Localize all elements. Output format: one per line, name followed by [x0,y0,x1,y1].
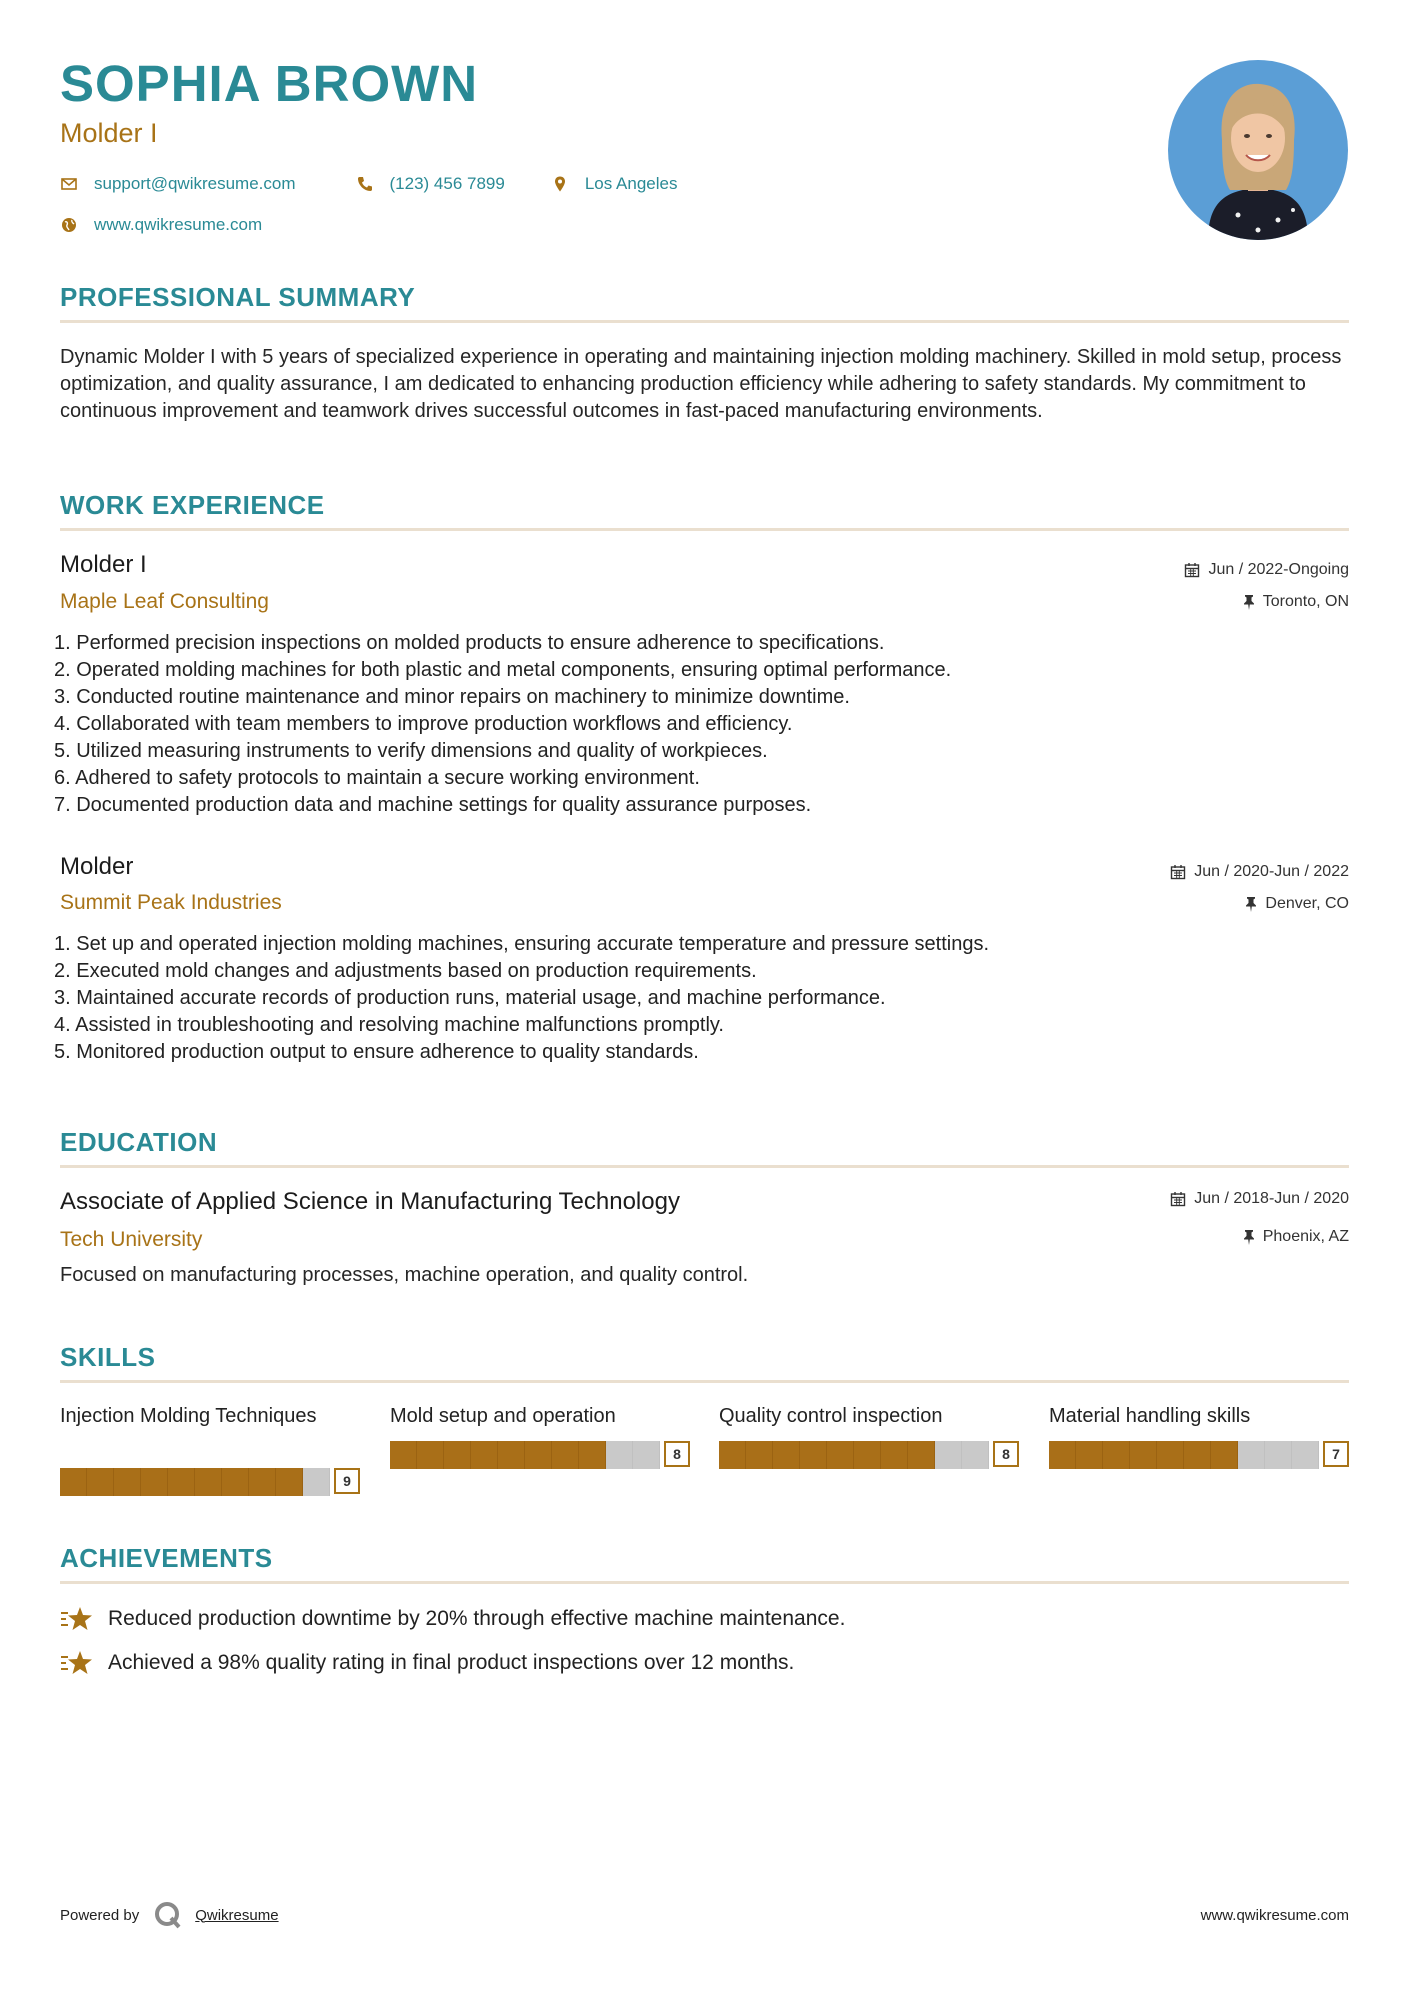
email-item[interactable] [60,174,296,194]
achievement-text: Achieved a 98% quality rating in final product inspections over 12 months. [108,1651,795,1674]
skill-bar-filled-segment [1157,1441,1184,1469]
qwikresume-link[interactable]: Qwikresume [195,1906,279,1924]
star-award-icon [60,1649,94,1677]
skill-score: 9 [334,1468,360,1494]
skill-rating-bar [719,1441,1019,1469]
footer-website[interactable]: www.qwikresume.com [1200,1907,1349,1924]
profile-photo [1168,60,1348,240]
skill-score: 8 [664,1441,690,1467]
skill-item [1049,1403,1349,1462]
skills-heading: SKILLS [60,1342,156,1372]
job-2-company: Summit Peak Industries [60,891,282,914]
skill-item [719,1403,1019,1462]
skills-divider [60,1380,1349,1383]
education-degree: Associate of Applied Science in Manufacturing Technology [60,1188,680,1215]
qwikresume-logo-icon [153,1900,183,1930]
list-item: 1. Performed precision inspections on molded products to ensure adherence to specifications. [54,632,885,654]
list-item: 4. Collaborated with team members to improve production workflows and efficiency. [54,713,793,735]
skill-bar-empty-segment [962,1441,989,1469]
skill-bar-filled-segment [579,1441,606,1469]
skill-bar-empty-segment [1265,1441,1292,1469]
skill-bar-filled-segment [195,1468,222,1496]
skill-rating-bar [390,1441,690,1469]
skill-bar-filled-segment [719,1441,746,1469]
education-location-text: Phoenix, AZ [1262,1228,1349,1245]
list-item: 5. Monitored production output to ensure adherence to quality standards. [54,1041,699,1063]
skill-bar-filled-segment [390,1441,417,1469]
skill-bar-empty-segment [303,1468,330,1496]
skill-bar-filled-segment [276,1468,303,1496]
job-1-company: Maple Leaf Consulting [60,590,269,613]
skill-name: Injection Molding Techniques [60,1405,317,1427]
summary-text: Dynamic Molder I with 5 years of specialized experience in operating and maintaining injection molding machinery. Skilled in mold setup, process optimization, and quality assurance, I am dedicated to enhancing production efficiency while adhering to safety standards. My commitment to continuous improvement and teamwork drives successful outcomes in fast-paced manufacturing environments. [60,346,1342,422]
skill-bar-filled-segment [1049,1441,1076,1469]
education-school: Tech University [60,1228,203,1251]
skill-bar-empty-segment [606,1441,633,1469]
list-item: 4. Assisted in troubleshooting and resolving machine malfunctions promptly. [54,1014,724,1036]
skill-bar-filled-segment [773,1441,800,1469]
education-dates-text: Jun / 2018-Jun / 2020 [1194,1190,1349,1207]
education-dates [1170,1191,1349,1207]
skill-name: Material handling skills [1049,1405,1251,1427]
list-item: 2. Executed mold changes and adjustments based on production requirements. [54,960,757,982]
skill-bar-track [390,1441,660,1469]
skill-bar-filled-segment [1211,1441,1238,1469]
skill-bar-empty-segment [1238,1441,1265,1469]
skill-bar-filled-segment [444,1441,471,1469]
candidate-name: SOPHIA BROWN [60,55,479,112]
portrait-image [1168,60,1348,240]
achievement-text: Reduced production downtime by 20% through effective machine maintenance. [108,1607,846,1630]
calendar-icon [1184,562,1200,578]
star-award-icon [60,1605,94,1633]
pushpin-icon [1243,594,1255,610]
job-2-location-text: Denver, CO [1265,895,1349,912]
list-item: 2. Operated molding machines for both plastic and metal components, ensuring optimal performance. [54,659,952,681]
skill-item [390,1403,690,1462]
skill-bar-track [719,1441,989,1469]
skill-bar-filled-segment [854,1441,881,1469]
skill-bar-track [1049,1441,1319,1469]
candidate-role: Molder I [60,118,158,148]
location-item [551,174,678,194]
skill-bar-filled-segment [114,1468,141,1496]
skill-bar-filled-segment [827,1441,854,1469]
achievement-item [60,1605,845,1633]
skill-bar-filled-segment [800,1441,827,1469]
calendar-icon [1170,1191,1186,1207]
job-1-location [1243,594,1349,610]
skill-name: Quality control inspection [719,1405,943,1427]
skill-bar-empty-segment [1292,1441,1319,1469]
achievements-divider [60,1581,1349,1584]
skill-bar-track [60,1468,330,1496]
job-1-title: Molder I [60,551,147,578]
phone-icon [356,175,374,193]
website-row [60,215,262,235]
skill-rating-bar [60,1468,360,1496]
job-1-dates-text: Jun / 2022-Ongoing [1208,561,1349,578]
footer-powered-by [60,1900,279,1930]
job-2-bullets [54,931,1344,1066]
education-location [1243,1229,1349,1245]
skill-bar-filled-segment [1103,1441,1130,1469]
skill-bar-filled-segment [249,1468,276,1496]
website-item[interactable] [60,215,262,235]
skill-bar-filled-segment [168,1468,195,1496]
skill-bar-filled-segment [471,1441,498,1469]
achievement-item [60,1649,794,1677]
skill-bar-filled-segment [552,1441,579,1469]
skill-bar-filled-segment [417,1441,444,1469]
pushpin-icon [1243,1229,1255,1245]
skill-bar-filled-segment [222,1468,249,1496]
experience-heading: WORK EXPERIENCE [60,490,325,520]
job-2-location [1245,896,1349,912]
education-description: Focused on manufacturing processes, machine operation, and quality control. [60,1264,749,1286]
skill-bar-filled-segment [908,1441,935,1469]
phone-item[interactable] [356,174,505,194]
list-item: 5. Utilized measuring instruments to verify dimensions and quality of workpieces. [54,740,768,762]
summary-divider [60,320,1349,323]
powered-by-text: Powered by [60,1906,140,1924]
globe-icon [60,216,78,234]
envelope-icon [60,175,78,193]
list-item: 6. Adhered to safety protocols to maintain a secure working environment. [54,767,700,789]
skill-bar-filled-segment [881,1441,908,1469]
list-item: 1. Set up and operated injection molding machines, ensuring accurate temperature and pressure settings. [54,933,989,955]
skill-bar-filled-segment [1130,1441,1157,1469]
skill-bar-empty-segment [935,1441,962,1469]
skill-bar-filled-segment [141,1468,168,1496]
map-pin-icon [551,175,569,193]
skill-score: 7 [1323,1441,1349,1467]
phone-text: (123) 456 7899 [389,174,505,193]
skill-score: 8 [993,1441,1019,1467]
skill-bar-filled-segment [60,1468,87,1496]
job-2-dates-text: Jun / 2020-Jun / 2022 [1194,863,1349,880]
job-2-dates [1170,864,1349,880]
job-1-dates [1184,562,1349,578]
location-text: Los Angeles [584,174,678,193]
pushpin-icon [1245,896,1257,912]
skill-bar-filled-segment [746,1441,773,1469]
skill-bar-filled-segment [87,1468,114,1496]
skill-bar-filled-segment [525,1441,552,1469]
resume-page [54,0,1349,1990]
calendar-icon [1170,864,1186,880]
skill-name: Mold setup and operation [390,1405,616,1427]
skill-bar-filled-segment [1184,1441,1211,1469]
skill-bar-empty-segment [633,1441,660,1469]
summary-heading: PROFESSIONAL SUMMARY [60,282,416,312]
contact-row [60,174,677,194]
education-heading: EDUCATION [60,1127,218,1157]
list-item: 3. Conducted routine maintenance and minor repairs on machinery to minimize downtime. [54,686,850,708]
list-item: 3. Maintained accurate records of production runs, material usage, and machine performance. [54,987,886,1009]
list-item: 7. Documented production data and machine settings for quality assurance purposes. [54,794,812,816]
job-2-title: Molder [60,853,134,880]
email-text: support@qwikresume.com [94,174,296,193]
website-text: www.qwikresume.com [94,215,263,234]
job-1-bullets [54,630,1344,819]
job-1-location-text: Toronto, ON [1262,593,1349,610]
skill-bar-filled-segment [498,1441,525,1469]
education-divider [60,1165,1349,1168]
skill-bar-filled-segment [1076,1441,1103,1469]
experience-divider [60,528,1349,531]
skill-item [60,1403,360,1489]
skill-rating-bar [1049,1441,1349,1469]
achievements-heading: ACHIEVEMENTS [60,1543,273,1573]
